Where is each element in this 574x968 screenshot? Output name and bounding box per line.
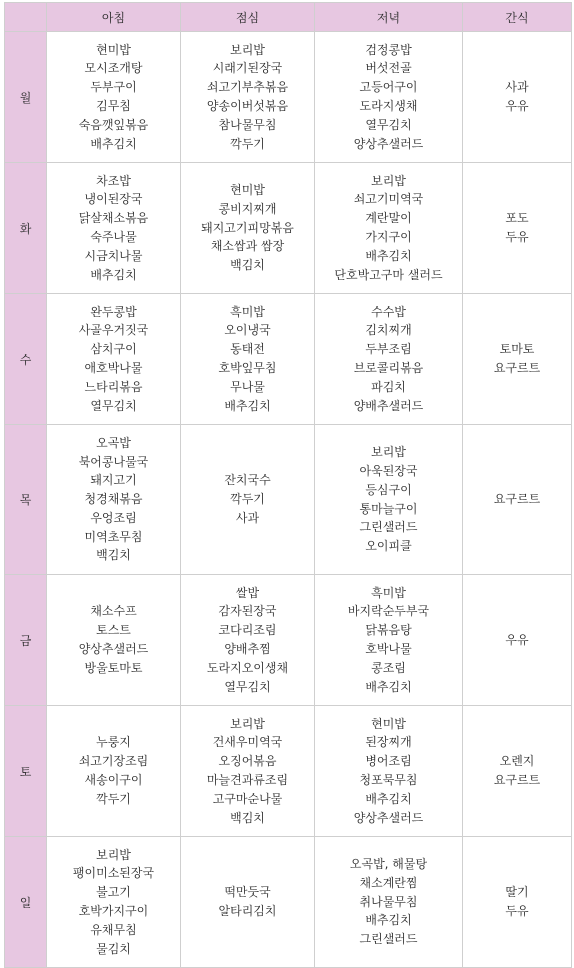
menu-item: 취나물무침: [359, 894, 418, 909]
header-snack: 간식: [463, 3, 572, 32]
menu-item: 흑미밥: [230, 304, 265, 319]
menu-item: 떡만둣국: [224, 885, 271, 900]
menu-item: 청포묵무침: [359, 773, 418, 787]
cell-lunch: [181, 425, 315, 575]
menu-item: 김무침: [96, 99, 131, 113]
menu-item: 요구르트: [493, 773, 541, 787]
menu-item: 양배추샐러드: [353, 398, 424, 413]
menu-item: 토스트: [96, 623, 131, 638]
day-label: 일: [5, 837, 47, 968]
header-lunch: 점심: [181, 3, 315, 32]
cell-breakfast: [47, 294, 181, 425]
menu-item: 보리밥: [371, 173, 406, 188]
menu-item: 마늘견과류조림: [206, 773, 289, 787]
header-corner-cell: [5, 3, 47, 32]
cell-snack: [463, 294, 572, 425]
cell-snack: [463, 575, 572, 706]
menu-item: 물김치: [96, 941, 131, 956]
menu-item: 냉이된장국: [84, 192, 143, 207]
menu-item: 고구마순나물: [212, 791, 283, 806]
cell-dinner: [315, 32, 463, 163]
menu-item: 열무김치: [224, 679, 271, 694]
menu-item: 백김치: [230, 810, 265, 825]
header-row: [5, 3, 572, 32]
menu-item: 보리밥: [96, 847, 131, 862]
menu-item: 청경채볶음: [84, 492, 143, 507]
menu-item: 파김치: [371, 379, 406, 394]
menu-item: 무나물: [230, 379, 265, 394]
menu-item: 깍두기: [96, 791, 131, 806]
cell-snack: [463, 425, 572, 575]
menu-item: 오이냉국: [224, 323, 271, 338]
menu-item: 배추김치: [90, 136, 137, 151]
cell-dinner: [315, 294, 463, 425]
menu-item: 오렌지: [499, 754, 535, 769]
menu-item: 사골우거짓국: [78, 323, 149, 338]
menu-item: 보리밥: [371, 445, 406, 460]
menu-item: 사과: [235, 510, 260, 525]
cell-snack: [463, 837, 572, 968]
cell-lunch: [181, 706, 315, 837]
menu-item: 방울토마토: [84, 660, 143, 675]
header-dinner: 저녁: [315, 3, 463, 32]
menu-item: 알타리김치: [218, 904, 277, 918]
menu-item: 요구르트: [493, 492, 541, 507]
menu-item: 포도: [505, 211, 529, 226]
menu-item: 닭볶음탕: [365, 623, 412, 638]
menu-item: 고등어구이: [359, 80, 418, 95]
table-header: [5, 3, 572, 32]
menu-item: 콩조림: [371, 660, 406, 675]
menu-item: 백김치: [96, 548, 131, 563]
cell-breakfast: [47, 837, 181, 968]
menu-item: 동태전: [230, 342, 265, 357]
menu-item: 두유: [505, 904, 529, 918]
menu-item: 바지락순두부국: [347, 604, 430, 619]
menu-item: 새송이구이: [84, 773, 143, 787]
menu-item: 백김치: [230, 258, 265, 273]
menu-item: 도라지생채: [359, 99, 418, 113]
menu-item: 호박잎무침: [218, 361, 277, 375]
menu-item: 계란말이: [365, 211, 412, 226]
header-breakfast: 아침: [47, 3, 181, 32]
cell-lunch: [181, 837, 315, 968]
menu-item: 양송이버섯볶음: [206, 99, 289, 113]
menu-item: 배추김치: [365, 791, 412, 806]
day-label: 수: [5, 294, 47, 425]
menu-item: 열무김치: [365, 117, 412, 132]
menu-item: 오곡밥: [96, 435, 131, 450]
table-row: [5, 32, 572, 163]
menu-item: 콩비지찌개: [218, 201, 277, 216]
menu-item: 북어콩나물국: [78, 454, 149, 469]
menu-item: 배추김치: [365, 248, 412, 263]
menu-item: 채소계란찜: [359, 875, 418, 890]
table-row: [5, 294, 572, 425]
menu-item: 양배추찜: [224, 642, 271, 656]
menu-item: 채소쌈과 쌈장: [210, 239, 285, 254]
menu-item: 두부구이: [90, 80, 137, 95]
cell-lunch: [181, 294, 315, 425]
menu-item: 미역초무침: [84, 529, 143, 544]
menu-item: 등심구이: [365, 482, 412, 497]
cell-dinner: [315, 425, 463, 575]
menu-item: 요구르트: [493, 361, 541, 375]
menu-item: 양상추샐러드: [353, 810, 424, 825]
menu-item: 팽이미소된장국: [72, 866, 155, 881]
menu-item: 깍두기: [230, 136, 265, 151]
menu-item: 애호박나물: [84, 361, 143, 375]
menu-item: 현미밥: [230, 183, 265, 197]
menu-item: 시래기된장국: [212, 61, 283, 76]
cell-dinner: [315, 837, 463, 968]
menu-item: 완두콩밥: [90, 304, 137, 319]
table-row: [5, 575, 572, 706]
menu-item: 모시조개탕: [84, 61, 143, 76]
menu-item: 느타리볶음: [84, 379, 143, 394]
day-label: 화: [5, 163, 47, 294]
menu-item: 시금치나물: [84, 248, 143, 263]
menu-item: 딸기: [505, 885, 529, 900]
menu-item: 쇠고기미역국: [353, 192, 424, 207]
cell-dinner: [315, 575, 463, 706]
menu-item: 배추김치: [90, 267, 137, 282]
day-label: 금: [5, 575, 47, 706]
menu-item: 흑미밥: [371, 585, 406, 600]
cell-lunch: [181, 32, 315, 163]
menu-item: 감자된장국: [218, 604, 277, 619]
menu-item: 배추김치: [365, 913, 412, 928]
menu-item: 숙음깻잎볶음: [78, 117, 149, 132]
menu-item: 병어조림: [365, 754, 412, 769]
menu-item: 토마토: [499, 342, 535, 357]
menu-item: 쌀밥: [235, 585, 260, 600]
table-row: [5, 163, 572, 294]
cell-breakfast: [47, 425, 181, 575]
menu-item: 누룽지: [96, 735, 131, 750]
table-row: [5, 706, 572, 837]
menu-item: 검정콩밥: [365, 42, 412, 57]
menu-item: 오곡밥, 해물탕: [349, 857, 428, 871]
menu-item: 우엉조림: [90, 510, 137, 525]
menu-item: 쇠고기부추볶음: [206, 80, 289, 95]
menu-item: 된장찌개: [365, 735, 412, 750]
menu-item: 채소수프: [90, 604, 137, 619]
menu-item: 현미밥: [96, 42, 131, 57]
menu-item: 유채무침: [90, 922, 137, 937]
cell-dinner: [315, 706, 463, 837]
menu-item: 양상추샐러드: [78, 642, 149, 656]
menu-item: 두부조림: [365, 342, 412, 357]
menu-item: 브로콜리볶음: [353, 361, 424, 375]
menu-item: 아욱된장국: [359, 463, 418, 478]
cell-snack: [463, 32, 572, 163]
weekly-meal-table: [4, 2, 572, 968]
menu-item: 참나물무침: [218, 117, 277, 132]
menu-item: 우유: [505, 632, 529, 647]
menu-item: 깍두기: [230, 492, 265, 507]
day-label: 목: [5, 425, 47, 575]
menu-item: 잔치국수: [224, 473, 271, 488]
menu-item: 보리밥: [230, 42, 265, 57]
menu-item: 닭살채소볶음: [78, 211, 149, 226]
menu-item: 그린샐러드: [359, 520, 418, 535]
menu-item: 단호박고구마 샐러드: [334, 267, 443, 282]
menu-item: 오이피클: [365, 539, 412, 554]
menu-item: 열무김치: [90, 398, 137, 413]
menu-item: 돼지고기피망볶음: [201, 220, 294, 235]
menu-item: 그린샐러드: [359, 932, 418, 947]
menu-item: 보리밥: [230, 716, 265, 731]
day-label: 월: [5, 32, 47, 163]
cell-snack: [463, 706, 572, 837]
menu-item: 배추김치: [224, 398, 271, 413]
cell-breakfast: [47, 32, 181, 163]
menu-item: 돼지고기: [90, 473, 137, 488]
menu-item: 현미밥: [371, 716, 406, 731]
cell-breakfast: [47, 163, 181, 294]
menu-item: 쇠고기장조림: [78, 754, 149, 769]
menu-item: 숙주나물: [90, 230, 137, 244]
menu-item: 코다리조림: [218, 623, 277, 638]
table-body: [5, 32, 572, 968]
menu-item: 오징어볶음: [218, 754, 277, 769]
menu-item: 김치찌개: [365, 323, 412, 338]
cell-breakfast: [47, 706, 181, 837]
table-row: [5, 837, 572, 968]
menu-item: 버섯전골: [365, 61, 412, 76]
cell-snack: [463, 163, 572, 294]
menu-item: 사과: [505, 80, 529, 95]
menu-item: 수수밥: [371, 304, 406, 319]
menu-item: 통마늘구이: [359, 501, 418, 516]
menu-item: 건새우미역국: [212, 735, 283, 750]
cell-lunch: [181, 163, 315, 294]
menu-item: 차조밥: [96, 173, 131, 188]
menu-item: 가지구이: [365, 230, 412, 244]
menu-item: 삼치구이: [90, 342, 137, 357]
menu-item: 호박나물: [365, 642, 412, 656]
cell-lunch: [181, 575, 315, 706]
table-row: [5, 425, 572, 575]
cell-breakfast: [47, 575, 181, 706]
cell-dinner: [315, 163, 463, 294]
menu-item: 두유: [505, 230, 529, 244]
menu-item: 도라지오이생채: [206, 660, 289, 675]
menu-item: 양상추샐러드: [353, 136, 424, 151]
menu-item: 불고기: [96, 885, 131, 900]
menu-item: 호박가지구이: [78, 904, 149, 918]
menu-item: 우유: [505, 99, 529, 113]
day-label: 토: [5, 706, 47, 837]
menu-item: 배추김치: [365, 679, 412, 694]
